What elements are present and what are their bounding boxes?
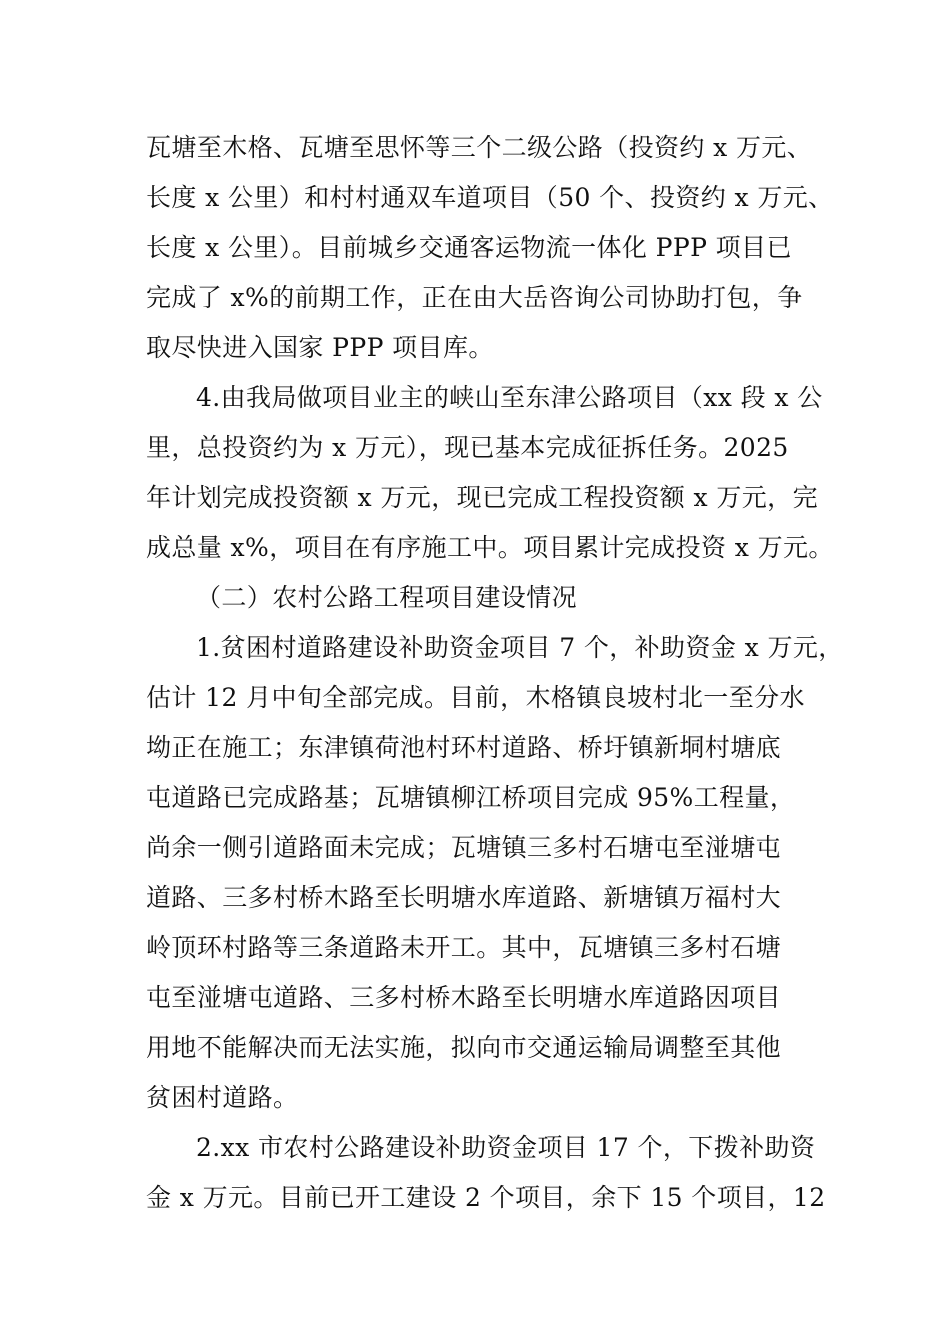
section-heading: （二）农村公路工程项目建设情况 — [196, 583, 578, 612]
text-line: 金 x 万元。目前已开工建设 2 个项目，余下 15 个项目，12 — [146, 1183, 826, 1212]
text-line: 成总量 x%，项目在有序施工中。项目累计完成投资 x 万元。 — [146, 533, 834, 562]
text-line: 年计划完成投资额 x 万元，现已完成工程投资额 x 万元，完 — [146, 483, 818, 512]
text-line: 坳正在施工；东津镇荷池村环村道路、桥圩镇新垌村塘底 — [146, 733, 782, 762]
text-line: 瓦塘至木格、瓦塘至思怀等三个二级公路（投资约 x 万元、 — [146, 133, 813, 162]
text-line: 用地不能解决而无法实施，拟向市交通运输局调整至其他 — [146, 1033, 782, 1062]
text-line: 贫困村道路。 — [146, 1083, 299, 1112]
paragraph-start-line: 4.由我局做项目业主的峡山至东津公路项目（xx 段 x 公 — [196, 383, 823, 412]
text-line: 里，总投资约为 x 万元），现已基本完成征拆任务。2025 — [146, 433, 789, 462]
text-line: 估计 12 月中旬全部完成。目前，木格镇良坡村北一至分水 — [146, 683, 805, 712]
text-line: 尚余一侧引道路面未完成；瓦塘镇三多村石塘屯至湴塘屯 — [146, 833, 782, 862]
text-line: 屯至湴塘屯道路、三多村桥木路至长明塘水库道路因项目 — [146, 983, 782, 1012]
text-line: 屯道路已完成路基；瓦塘镇柳江桥项目完成 95%工程量， — [146, 783, 796, 812]
text-line: 取尽快进入国家 PPP 项目库。 — [146, 333, 494, 362]
text-line: 完成了 x%的前期工作，正在由大岳咨询公司协助打包，争 — [146, 283, 803, 312]
paragraph-start-line: 1.贫困村道路建设补助资金项目 7 个，补助资金 x 万元， — [196, 633, 844, 662]
paragraph-start-line: 2.xx 市农村公路建设补助资金项目 17 个，下拨补助资 — [196, 1133, 816, 1162]
text-line: 道路、三多村桥木路至长明塘水库道路、新塘镇万福村大 — [146, 883, 782, 912]
text-line: 长度 x 公里）。目前城乡交通客运物流一体化 PPP 项目已 — [146, 233, 792, 262]
text-line: 岭顶环村路等三条道路未开工。其中，瓦塘镇三多村石塘 — [146, 933, 782, 962]
text-line: 长度 x 公里）和村村通双车道项目（50 个、投资约 x 万元、 — [146, 183, 834, 212]
